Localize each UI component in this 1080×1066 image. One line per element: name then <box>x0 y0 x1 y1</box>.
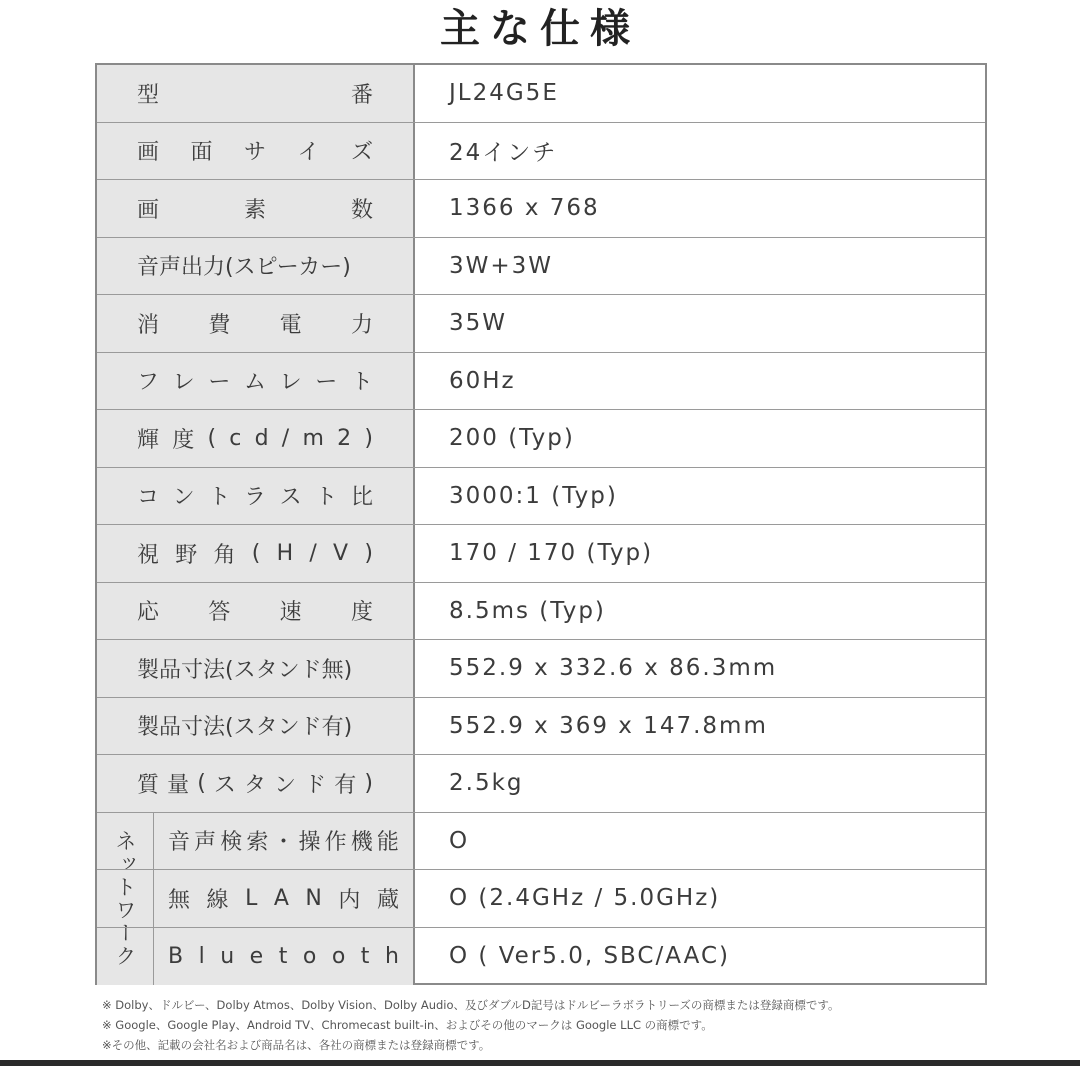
label-char: ト <box>208 485 231 511</box>
label-char: l <box>198 943 205 969</box>
label-char: 内 <box>338 887 361 913</box>
footnotes <box>102 995 1002 1055</box>
row-label: 製品寸法(スタンド無) <box>97 640 415 697</box>
spec-row-screen-size <box>97 123 985 181</box>
footnote-dolby: ※ Dolby、ドルビー、Dolby Atmos、Dolby Vision、Dolby Audio、及びダブルD記号はドルビーラボラトリーズの商標または登録商標です。 <box>102 998 840 1012</box>
label-char: 消 <box>137 312 160 338</box>
spec-row-bluetooth <box>97 928 985 986</box>
row-value: O ( Ver5.0, SBC/AAC) <box>449 943 730 970</box>
label-char: 角 <box>213 542 236 568</box>
label-char: 答 <box>208 600 231 626</box>
label-char: N <box>305 885 322 911</box>
label-char: u <box>220 943 235 969</box>
label-char: 質 <box>137 772 160 798</box>
label-char: ー <box>315 370 338 396</box>
row-label: 音声出力(スピーカー) <box>97 238 415 295</box>
row-value: 552.9 x 369 x 147.8mm <box>449 712 768 739</box>
footnote-google: ※ Google、Google Play、Android TV、Chromecast built-in、およびその他のマークは Google LLC の商標です。 <box>102 1018 713 1032</box>
spec-row-model <box>97 65 985 123</box>
label-char: ラ <box>243 485 266 511</box>
label-char: ズ <box>350 140 373 166</box>
label-char: e <box>249 943 264 969</box>
label-char: / <box>309 540 317 566</box>
row-value: 60Hz <box>449 367 516 394</box>
label-char: 音 <box>168 830 191 856</box>
row-value: O (2.4GHz / 5.0GHz) <box>449 885 721 912</box>
label-char: サ <box>243 140 266 166</box>
label-char: 野 <box>175 542 198 568</box>
label-char: 機 <box>350 830 373 856</box>
row-label <box>97 755 415 812</box>
label-char: ス <box>213 772 236 798</box>
label-char: 数 <box>350 197 373 223</box>
label-char: 検 <box>220 830 243 856</box>
label-char: H <box>276 540 294 566</box>
row-value: 8.5ms (Typ) <box>449 597 606 624</box>
spec-row-audio-output <box>97 238 985 296</box>
label-char: 番 <box>350 82 373 108</box>
label-char: 電 <box>279 312 302 338</box>
label-char: 度 <box>350 600 373 626</box>
label-char: ) <box>364 770 373 796</box>
label-char: 画 <box>137 197 160 223</box>
label-char: 視 <box>137 542 160 568</box>
label-char: A <box>273 885 289 911</box>
label-char: m <box>302 425 324 451</box>
label-char: h <box>384 943 399 969</box>
row-label: 製品寸法(スタンド有) <box>97 698 415 755</box>
label-char: ト <box>315 485 338 511</box>
label-char: d <box>254 425 269 451</box>
row-value: 24インチ <box>449 140 558 167</box>
row-label <box>97 468 415 525</box>
label-char: 輝 <box>137 427 160 453</box>
label-char: 2 <box>337 425 352 451</box>
label-char: 有 <box>334 772 357 798</box>
label-char: ) <box>364 540 373 566</box>
label-char: ) <box>364 425 373 451</box>
label-char: 型 <box>137 82 160 108</box>
label-char: ( <box>207 425 217 451</box>
row-label <box>97 123 415 180</box>
label-char: L <box>245 885 258 911</box>
label-char: c <box>229 425 242 451</box>
network-group-text: ネットワーク <box>113 829 137 968</box>
label-char: t <box>278 943 288 969</box>
label-char: 索 <box>246 830 269 856</box>
row-value: 1366 x 768 <box>449 195 600 222</box>
spec-row-power-consumption <box>97 295 985 353</box>
row-value: 170 / 170 (Typ) <box>449 540 654 567</box>
row-label <box>97 295 415 352</box>
label-char: 力 <box>350 312 373 338</box>
label-char: ・ <box>272 830 295 856</box>
label-char: 速 <box>279 600 302 626</box>
label-char: / <box>281 425 290 451</box>
label-char: 量 <box>167 772 190 798</box>
label-char: o <box>331 943 346 969</box>
label-char: ス <box>279 485 302 511</box>
label-char: B <box>168 943 184 969</box>
spec-row-dimensions-with-stand <box>97 698 985 756</box>
label-char: 画 <box>137 140 160 166</box>
label-char: 操 <box>298 830 321 856</box>
label-char: V <box>333 540 349 566</box>
label-char: ( <box>251 540 261 566</box>
spec-row-frame-rate <box>97 353 985 411</box>
spec-row-weight <box>97 755 985 813</box>
label-char: o <box>302 943 317 969</box>
label-char: レ <box>279 370 302 396</box>
spec-row-resolution <box>97 180 985 238</box>
label-char: レ <box>172 370 195 396</box>
label-char: イ <box>297 140 320 166</box>
spec-row-response-time <box>97 583 985 641</box>
label-char: ド <box>304 772 327 798</box>
row-label <box>153 928 415 986</box>
row-label <box>97 65 415 122</box>
spec-row-contrast-ratio <box>97 468 985 526</box>
spec-table <box>95 63 987 985</box>
label-char: ン <box>274 772 297 798</box>
row-value: 200 (Typ) <box>449 425 575 452</box>
row-value: O <box>449 827 470 854</box>
row-label <box>97 180 415 237</box>
label-char: 費 <box>208 312 231 338</box>
label-char: フ <box>137 370 160 396</box>
footnote-other-trademarks: ※その他、記載の会社名および商品名は、各社の商標または登録商標です。 <box>102 1038 491 1052</box>
row-value: JL24G5E <box>449 80 559 107</box>
label-char: ー <box>208 370 231 396</box>
row-label <box>97 583 415 640</box>
label-char: 声 <box>194 830 217 856</box>
label-char: 度 <box>172 427 195 453</box>
label-char: ( <box>197 770 206 796</box>
label-char: t <box>360 943 370 969</box>
row-value: 3W+3W <box>449 252 554 279</box>
label-char: 応 <box>137 600 160 626</box>
label-char: 能 <box>376 830 399 856</box>
label-char: コ <box>137 485 160 511</box>
row-label <box>97 525 415 582</box>
row-value: 2.5kg <box>449 770 524 797</box>
spec-row-brightness <box>97 410 985 468</box>
page-title: 主な仕様 <box>440 5 640 52</box>
spec-row-wireless-lan <box>97 870 985 928</box>
row-value: 35W <box>449 310 508 337</box>
label-char: ト <box>350 370 373 396</box>
label-char: 無 <box>168 887 191 913</box>
spec-row-dimensions-no-stand <box>97 640 985 698</box>
row-label <box>153 870 415 927</box>
label-char: ム <box>243 370 266 396</box>
spec-row-voice-search <box>97 813 985 871</box>
bottom-rule <box>0 1060 1080 1066</box>
label-char: 作 <box>324 830 347 856</box>
row-label <box>97 410 415 467</box>
label-char: タ <box>243 772 266 798</box>
row-value: 552.9 x 332.6 x 86.3mm <box>449 655 778 682</box>
spec-row-viewing-angle <box>97 525 985 583</box>
row-label <box>97 353 415 410</box>
label-char: 線 <box>206 887 229 913</box>
label-char: ン <box>172 485 195 511</box>
row-label <box>153 813 415 870</box>
label-char: 面 <box>190 140 213 166</box>
label-char: 蔵 <box>376 887 399 913</box>
row-value: 3000:1 (Typ) <box>449 482 618 509</box>
label-char: 比 <box>350 485 373 511</box>
label-char: 素 <box>243 197 266 223</box>
